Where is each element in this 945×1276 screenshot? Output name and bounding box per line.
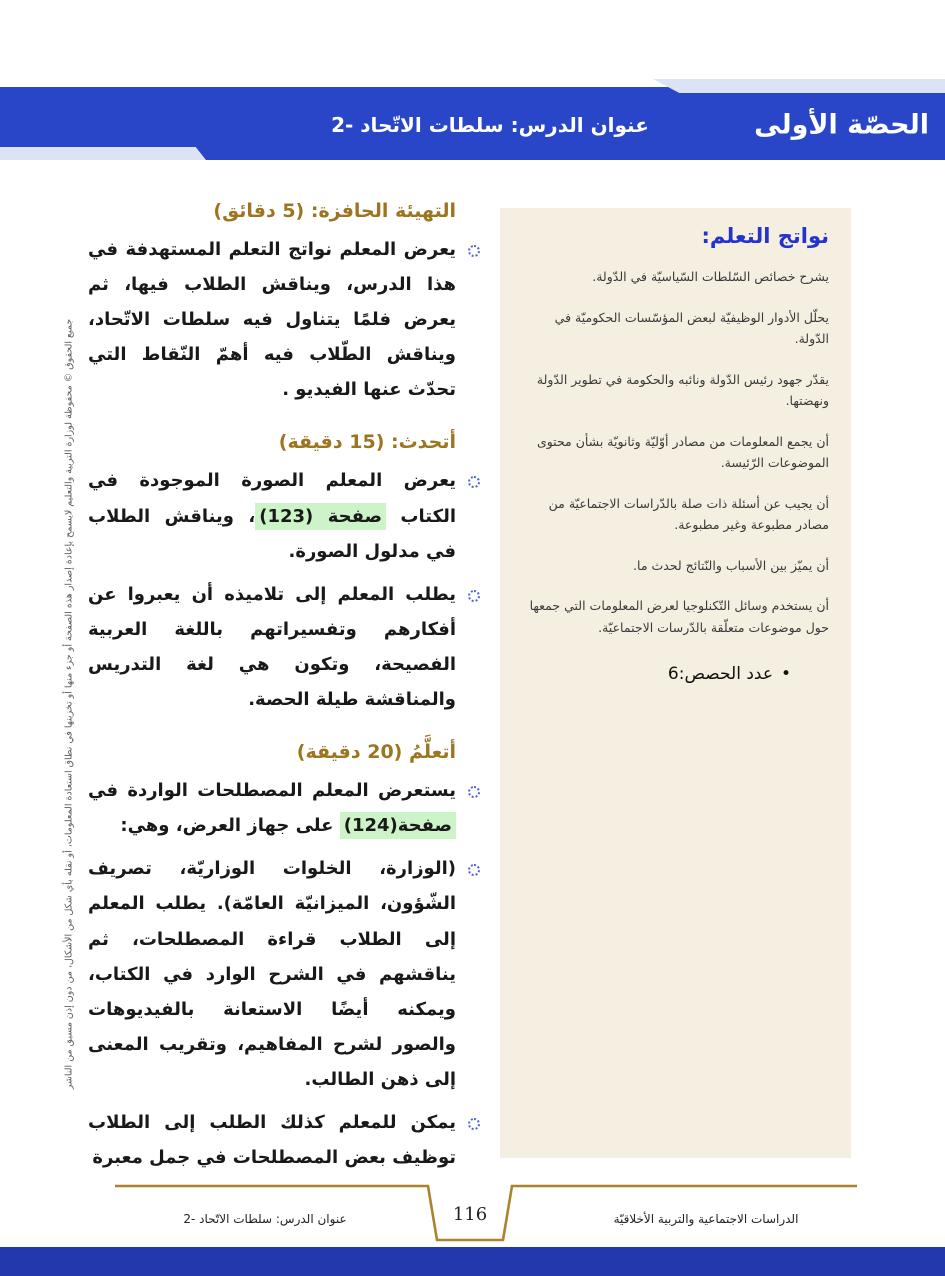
outcome-item: أن يجمع المعلومات من مصادر أوّليّة وثانويّة بشأن محتوى الموضوعات الرّئيسة.	[536, 433, 829, 470]
bullet-dot-icon: •	[780, 664, 791, 684]
outcome-item: يقدّر جهود رئيس الدّولة ونائبه والحكومة في تطوير الدّولة ونهضتها.	[536, 371, 829, 408]
section-heading: التهيئة الحافزة: (5 دقائق)	[213, 200, 456, 222]
page-number: 116	[452, 1204, 488, 1225]
outcome-item: يحلّل الأدوار الوظيفيّة لبعض المؤسّسات الحكوميّة في الدّولة.	[554, 309, 829, 346]
bottom-bar	[0, 1247, 945, 1276]
activity-bullet: (الوزارة، الخلوات الوزاريّة، تصريف الشّؤون، الميزانيّة العامّة). يطلب المعلم إلى الطلاب قراءة المصطلحات، ثم يناقشهم في الشرح الوارد في الكتاب، ويمكنه أيضًا الاستعانة بالفيديوهات والصور لشرح المفاهيم، وتقريب المعنى إلى ذهن الطالب.	[88, 851, 456, 1097]
lesson-activities	[88, 196, 456, 1183]
page-ref-highlight: صفحة(124)	[340, 812, 456, 839]
section-heading: أتعلَّمُ (20 دقيقة)	[296, 741, 456, 764]
activity-bullet: يطلب المعلم إلى تلاميذه أن يعبروا عن أفكارهم وتفسيراتهم باللغة العربية الفصيحة، وتكون هي لغة التدريس والمناقشة طيلة الحصة.	[88, 577, 456, 717]
sessions-count-text: عدد الحصص:6	[667, 664, 773, 684]
activity-bullet: يعرض المعلم نواتج التعلم المستهدفة في هذا الدرس، ويناقش الطلاب فيها، ثم يعرض فلمًا يتناول فيه سلطات الاتّحاد، ويناقش الطّلاب فيه أهمّ النّقاط التي تحدّث عنها الفيديو .	[88, 232, 456, 407]
sessions-count-line	[518, 664, 829, 684]
header-accent-top-right	[653, 79, 945, 93]
activity-bullet: يمكن للمعلم كذلك الطلب إلى الطلاب توظيف بعض المصطلحات في جمل معبرة	[88, 1105, 456, 1175]
section-heading: أتحدث: (15 دقيقة)	[278, 431, 456, 454]
page-ref-highlight: صفحة (123)	[255, 503, 386, 530]
vertical-copyright-text: جميع الحقوق © محفوظة لوزارة التربية والتعليم لايسمح بإعادة إصدار هذه الصفحة أو جزء منها أو تخزينها في نطاق استعادة المعلومات، أو نقله بأي شكل من الأشكال، من دون إذن مسبق من الناشر	[63, 318, 75, 1090]
outcomes-title: نواتج التعلم:	[701, 224, 829, 248]
session-label: الحصّة الأولى	[754, 109, 929, 141]
footer-lesson-title: عنوان الدرس: سلطات الاتّحاد -2	[183, 1212, 347, 1226]
activity-bullet: يستعرض المعلم المصطلحات الواردة في صفحة(124) على جهاز العرض، وهي:	[88, 773, 456, 843]
outcome-item: أن يجيب عن أسئلة ذات صلة بالدّراسات الاجتماعيّة من مصادر مطبوعة وغير مطبوعة.	[548, 495, 829, 532]
outcome-item: أن يميّز بين الأسباب والنّتائج لحدث ما.	[633, 557, 829, 573]
outcomes-list	[518, 266, 829, 638]
header-accent-bottom-left	[0, 147, 206, 160]
outcome-item: أن يستخدم وسائل التّكنلوجيا لعرض المعلومات التي جمعها حول موضوعات متعلّقة بالدّرسات الاجتماعيّة.	[529, 598, 829, 635]
outcome-item: يشرح خصائص السّلطات السّياسيّة في الدّولة.	[592, 269, 829, 284]
learning-outcomes-panel	[500, 208, 851, 1158]
lesson-title: عنوان الدرس: سلطات الاتّحاد -2	[331, 112, 649, 137]
footer-subject-title: الدراسات الاجتماعية والتربية الأخلاقيّة	[613, 1212, 799, 1226]
activity-bullet: يعرض المعلم الصورة الموجودة في الكتاب صفحة (123)، ويناقش الطلاب في مدلول الصورة.	[88, 463, 456, 568]
